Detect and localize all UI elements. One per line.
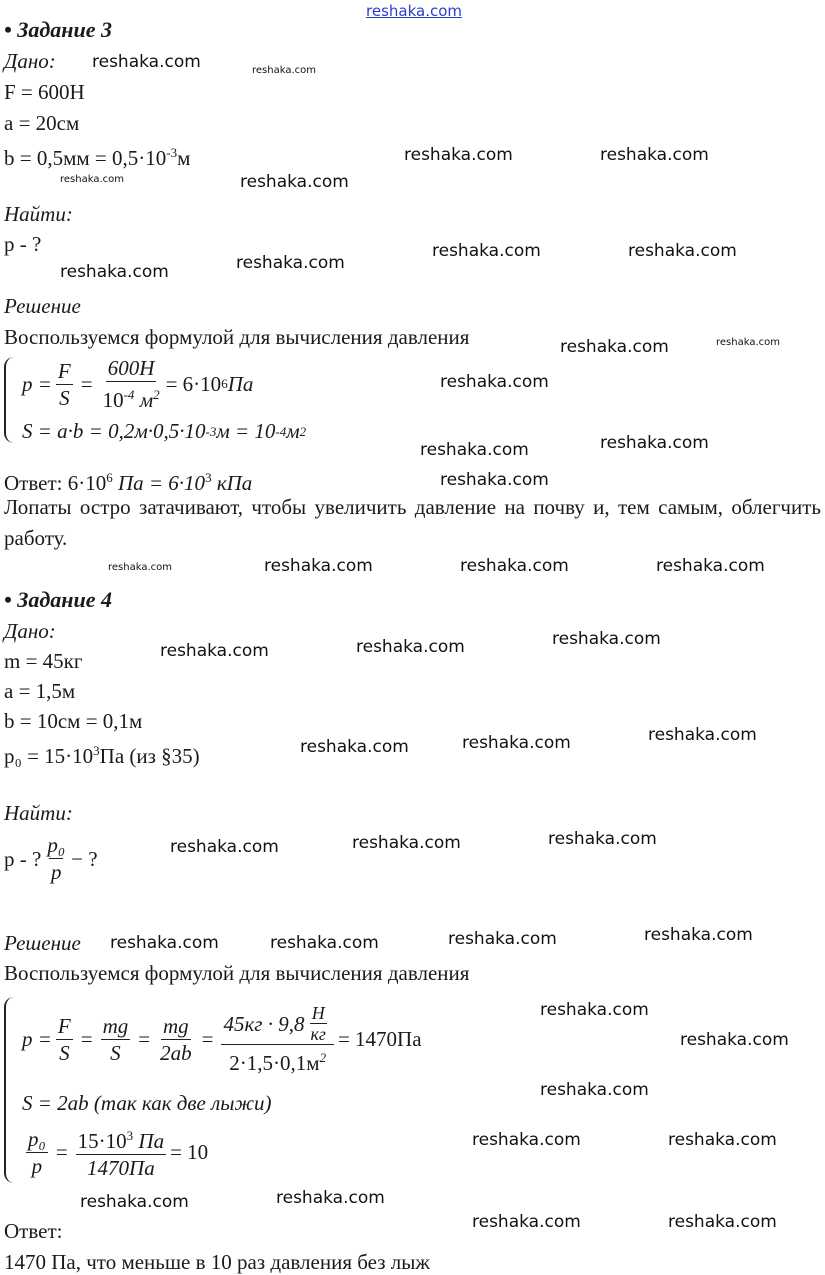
result: = 6·10 [165,371,222,396]
watermark: reshaka.com [644,925,753,945]
fraction [101,1013,131,1066]
num [221,1003,333,1045]
watermark: reshaka.com [404,145,513,165]
num: p₀ [28,1126,46,1151]
num [76,1123,166,1155]
eq: = [55,1139,68,1164]
result: = 10 [170,1139,209,1164]
den: S [59,1041,70,1065]
lhs: p = [22,371,52,396]
task3-solution-label: Решение [4,294,81,318]
num: mg [163,1014,189,1038]
task4-given-m: m = 45кг [4,649,83,673]
watermark: reshaka.com [160,641,269,661]
exp: 3 [126,1128,134,1143]
den: кг [310,1024,326,1044]
task3-given-label: Дано: [4,49,56,73]
watermark: reshaka.com [300,737,409,757]
watermark: reshaka.com [548,829,657,849]
den: S [59,385,70,410]
task3-given-f: F = 600Н [4,80,85,104]
den: 1470Па [87,1156,155,1180]
watermark: reshaka.com [432,241,541,261]
text: м [286,419,300,443]
unit: м [134,388,154,412]
watermark: reshaka.com [240,172,349,192]
task3-find: p - ? [4,232,42,256]
text: Па (из §35) [99,744,200,768]
text: кПа [211,471,253,495]
watermark: reshaka.com [472,1212,581,1232]
text: p - ? [4,846,42,871]
eq: = [138,1027,151,1051]
watermark: reshaka.com [420,440,529,460]
task3-solution-intro: Воспользуемся формулой для вычисления давления [4,325,470,349]
unit: Па [133,1129,165,1153]
task3-title: • Задание 3 [4,17,113,42]
fraction [26,1126,48,1179]
header-watermark-link[interactable]: reshaka.com [366,2,462,20]
lhs: p = [22,1027,52,1051]
task3-given-b [4,141,190,170]
num: p₀ [47,833,66,857]
task4-given-label: Дано: [4,619,56,643]
watermark: reshaka.com [356,637,465,657]
fraction [158,1013,194,1066]
result: = 1470Па [337,1027,422,1051]
task4-eq2: S = 2ab (так как две лыжи) [22,1091,272,1115]
watermark: reshaka.com [270,933,379,953]
eq: = [201,1027,214,1051]
label: Ответ: [4,471,68,495]
exp: -3 [166,145,178,160]
task4-title: • Задание 4 [4,587,113,612]
text: − ? [71,846,98,871]
task4-find-label: Найти: [4,801,73,825]
num: Н [311,1003,325,1023]
watermark: reshaka.com [600,433,709,453]
exp: -4 [275,423,287,439]
watermark: reshaka.com [60,174,124,185]
watermark: reshaka.com [628,241,737,261]
text: 45кг · 9,8 [223,1011,305,1036]
task4-given-p0 [4,739,200,768]
task4-answer: 1470 Па, что меньше в 10 раз давления без лыж [4,1250,430,1274]
watermark: reshaka.com [648,725,757,745]
task4-eq3 [22,1123,208,1181]
watermark: reshaka.com [352,833,461,853]
exp: 6 [106,470,113,485]
watermark: reshaka.com [668,1212,777,1232]
watermark: reshaka.com [462,733,571,753]
exp: 2 [153,387,160,402]
den-base: 10 [102,388,124,412]
brace [4,357,14,443]
fraction [56,358,73,411]
task3-conclusion: Лопаты остро затачивают, чтобы увеличить давление на почву и, тем самым, облегчить работу. [4,495,821,550]
text: Па = 6·10 [112,471,206,495]
fraction [45,832,67,885]
watermark: reshaka.com [252,65,316,76]
fraction [56,1013,73,1066]
task3-eq1 [22,355,253,413]
watermark: reshaka.com [716,337,780,348]
task4-given-b: b = 10см = 0,1м [4,709,143,733]
eq: = [80,371,93,396]
task3-eq2 [22,419,306,444]
task4-given-a: a = 1,5м [4,679,76,703]
watermark: reshaka.com [540,1080,649,1100]
den: 2ab [160,1041,192,1065]
text: 2·1,5·0,1м [229,1051,320,1075]
exp: 6 [221,376,228,391]
fraction [221,1003,333,1076]
watermark: reshaka.com [552,629,661,649]
text: 15·10 [77,1129,127,1153]
watermark: reshaka.com [448,929,557,949]
task3-find-label: Найти: [4,202,73,226]
task4-find [4,832,98,885]
text: b = 0,5мм = 0,5·10 [4,146,167,170]
watermark: reshaka.com [668,1130,777,1150]
exp: -4 [123,387,135,402]
watermark: reshaka.com [92,52,201,72]
unit: Па [227,371,254,396]
watermark: reshaka.com [600,145,709,165]
task3-given-a: a = 20см [4,111,80,135]
task4-answer-label: Ответ: [4,1219,63,1243]
num: F [57,1014,71,1038]
task3-equation-system [4,355,404,447]
watermark: reshaka.com [170,837,279,857]
unit: м [177,146,191,170]
fraction [76,1123,166,1181]
task4-solution-label: Решение [4,931,81,955]
den: S [110,1041,121,1065]
task4-eq1 [22,1003,422,1076]
watermark: reshaka.com [680,1030,789,1050]
num: mg [102,1014,129,1038]
exp: 3 [205,470,212,485]
task3-answer [4,466,252,495]
text: S = a·b = 0,2м·0,5·10 [22,419,206,443]
task4-equation-system [4,995,464,1210]
watermark: reshaka.com [540,1000,649,1020]
watermark: reshaka.com [108,562,172,573]
text: 6·10 [67,471,107,495]
fraction [308,1003,327,1044]
watermark: reshaka.com [460,556,569,576]
watermark: reshaka.com [276,1188,385,1208]
watermark: reshaka.com [560,337,669,357]
brace [4,997,14,1183]
eq: = [80,1027,93,1051]
num: 600Н [107,356,155,380]
text: p₀ = 15·10 [4,744,94,768]
den: p [31,1153,43,1178]
exp: -3 [205,423,217,439]
watermark: reshaka.com [440,372,549,392]
fraction [101,355,162,413]
exp: 3 [93,743,100,758]
watermark: reshaka.com [110,933,219,953]
watermark: reshaka.com [60,262,169,282]
watermark: reshaka.com [264,556,373,576]
exp: 2 [299,423,307,439]
exp: 2 [319,1050,327,1065]
den: p [50,860,62,884]
watermark: reshaka.com [472,1130,581,1150]
num: F [57,358,71,383]
watermark: reshaka.com [656,556,765,576]
watermark: reshaka.com [440,470,549,490]
watermark: reshaka.com [80,1192,189,1212]
den [227,1045,328,1076]
den [101,382,162,413]
watermark: reshaka.com [236,253,345,273]
task4-solution-intro: Воспользуемся формулой для вычисления давления [4,961,470,985]
text: м = 10 [216,419,276,443]
